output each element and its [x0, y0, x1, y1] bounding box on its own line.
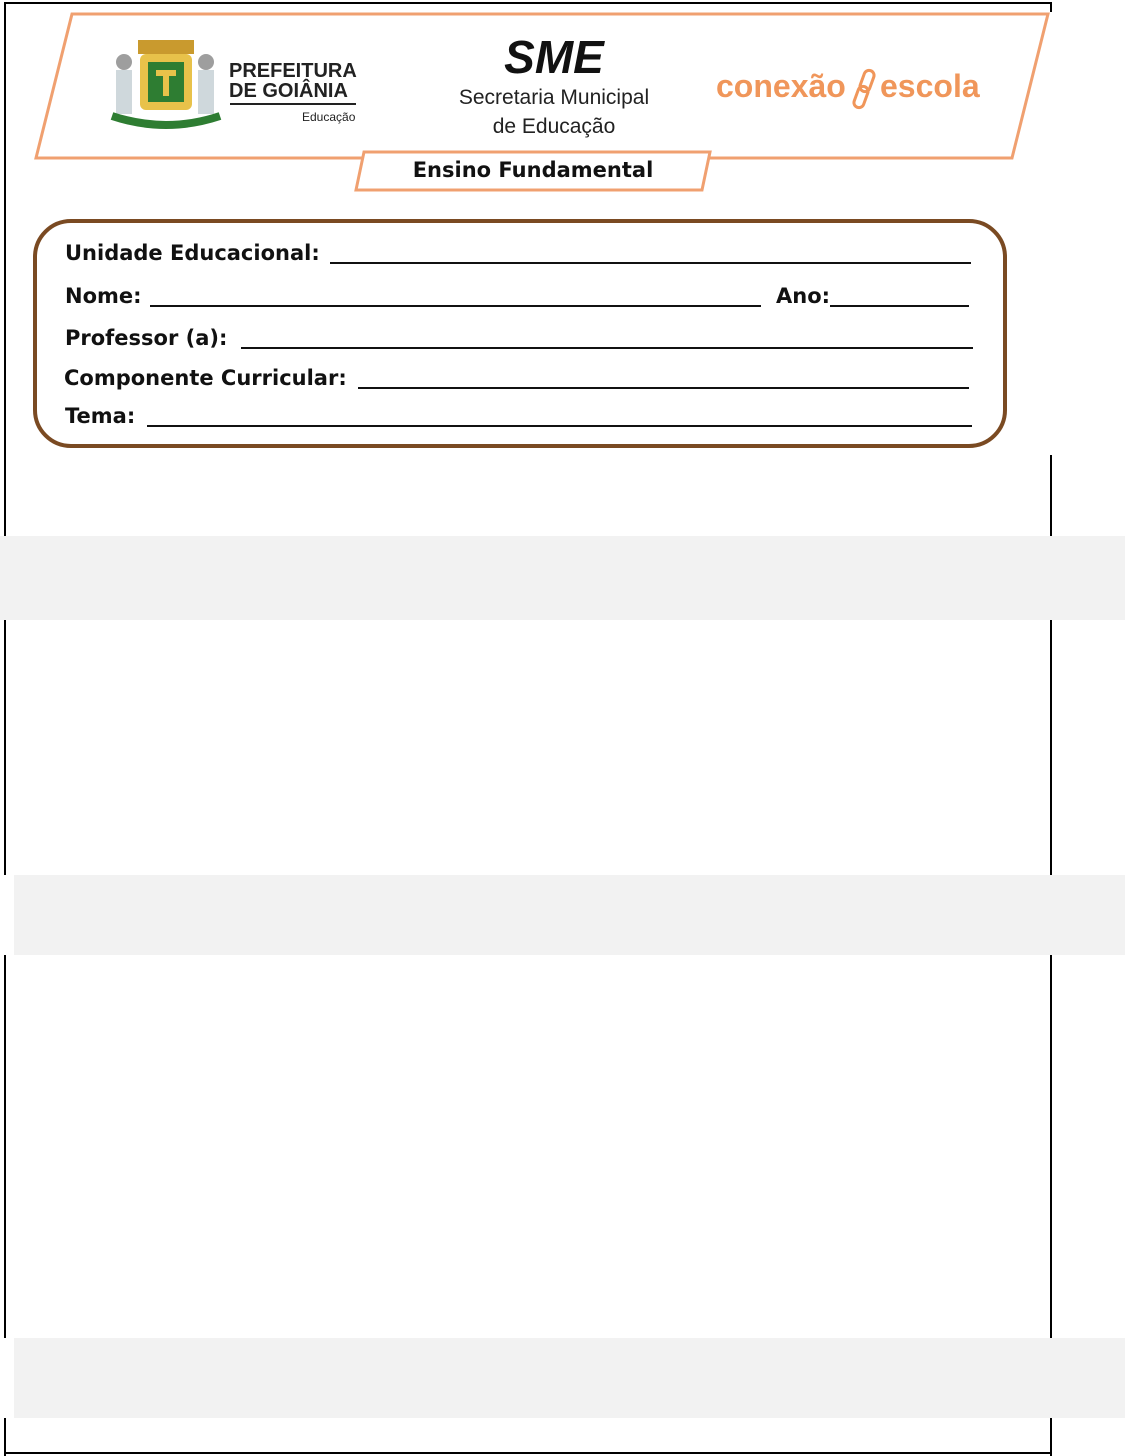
chain-link-icon — [853, 69, 876, 109]
sme-title: SME — [504, 31, 604, 83]
ano-line[interactable] — [830, 305, 969, 307]
page-border-right — [1050, 455, 1052, 536]
page-border-left — [4, 955, 6, 1338]
nome-line[interactable] — [150, 305, 761, 307]
prefeitura-sub: Educação — [302, 110, 356, 124]
unidade-line[interactable] — [330, 262, 971, 264]
tema-label: Tema: — [65, 404, 136, 428]
prefeitura-line2: DE GOIÂNIA — [229, 80, 348, 102]
coat-of-arms-icon — [112, 40, 220, 125]
page-border-left — [4, 1418, 6, 1456]
conexao-right: escola — [880, 68, 980, 104]
tema-line[interactable] — [147, 425, 972, 427]
page-border-right — [1050, 620, 1052, 875]
page-border-right — [1050, 955, 1052, 1338]
nome-label: Nome: — [65, 284, 142, 308]
page-break-band — [14, 875, 1125, 955]
professor-line[interactable] — [241, 347, 973, 349]
page-break-band — [0, 536, 1125, 620]
componente-label: Componente Curricular: — [64, 366, 347, 390]
page-border-bottom — [4, 1452, 1052, 1454]
prefeitura-line1: PREFEITURA — [229, 60, 357, 82]
page-break-band — [14, 1338, 1125, 1418]
page-border-right — [1050, 1418, 1052, 1456]
sme-line1: Secretaria Municipal — [458, 86, 650, 109]
professor-label: Professor (a): — [65, 326, 228, 350]
sme-line2: de Educação — [492, 115, 616, 138]
unidade-label: Unidade Educacional: — [65, 241, 320, 265]
page-border-left — [4, 620, 6, 875]
ano-label: Ano: — [776, 284, 831, 308]
level-label: Ensino Fundamental — [412, 158, 654, 182]
conexao-left: conexão — [716, 68, 846, 104]
componente-line[interactable] — [358, 387, 969, 389]
